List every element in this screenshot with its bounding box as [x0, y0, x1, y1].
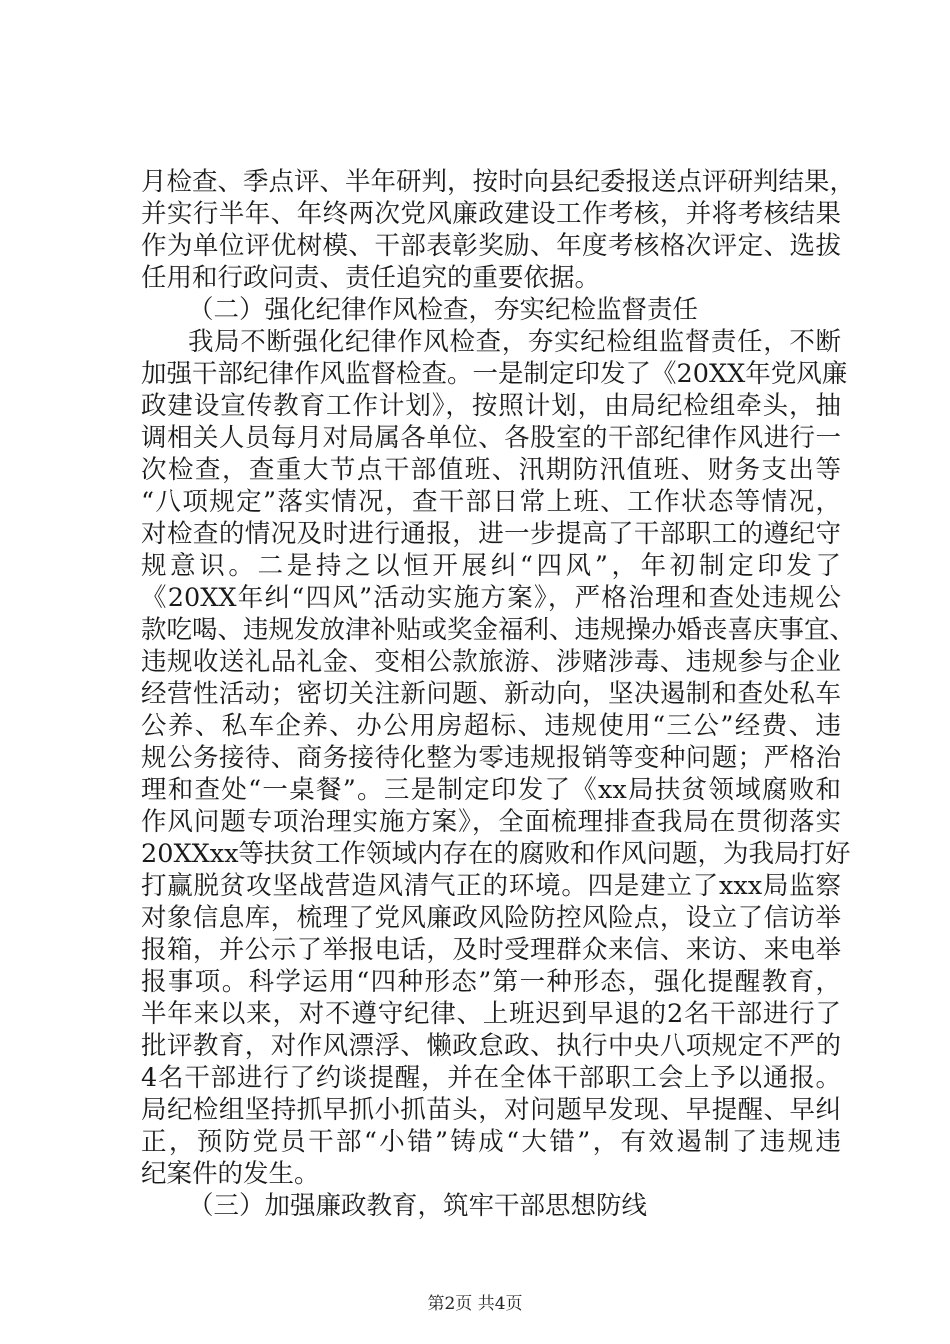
paragraph-line: 作为单位评优树模、干部表彰奖励、年度考核格次评定、选拔: [141, 231, 841, 261]
paragraph-line: 正，预防党员干部“小错”铸成“大错”，有效遏制了违规违: [141, 1127, 841, 1157]
paragraph-line: 政建设宣传教育工作计划》，按照计划，由局纪检组牵头，抽: [141, 391, 841, 421]
paragraph-line: 对象信息库，梳理了党风廉政风险防控风险点，设立了信访举: [141, 903, 841, 933]
section-heading: （二）强化纪律作风检查，夯实纪检监督责任: [188, 295, 699, 325]
paragraph-line: 《20XX年纠“四风”活动实施方案》，严格治理和查处违规公: [141, 583, 841, 613]
paragraph-line: 规意识。二是持之以恒开展纠“四风”，年初制定印发了: [141, 551, 841, 581]
paragraph-line: 款吃喝、违规发放津补贴或奖金福利、违规操办婚丧喜庆事宜、: [141, 615, 856, 645]
paragraph-line: 并实行半年、年终两次党风廉政建设工作考核，并将考核结果: [141, 199, 841, 229]
paragraph-line: 月检查、季点评、半年研判，按时向县纪委报送点评研判结果，: [141, 167, 856, 197]
paragraph-line: 报箱，并公示了举报电话，及时受理群众来信、来访、来电举: [141, 935, 841, 965]
paragraph-line: 批评教育，对作风漂浮、懒政怠政、执行中央八项规定不严的: [141, 1031, 841, 1061]
paragraph-line: 加强干部纪律作风监督检查。一是制定印发了《20XX年党风廉: [141, 359, 848, 389]
paragraph-line: 4名干部进行了约谈提醒，并在全体干部职工会上予以通报。: [141, 1063, 841, 1093]
paragraph-line: 打赢脱贫攻坚战营造风清气正的环境。四是建立了xxx局监察: [141, 871, 841, 901]
paragraph-line: 纪案件的发生。: [141, 1159, 320, 1189]
paragraph-line: 公养、私车企养、办公用房超标、违规使用“三公”经费、违: [141, 711, 841, 741]
paragraph-line: 调相关人员每月对局属各单位、各股室的干部纪律作风进行一: [141, 423, 841, 453]
paragraph-line: 作风问题专项治理实施方案》，全面梳理排查我局在贯彻落实: [141, 807, 841, 837]
paragraph-line: 对检查的情况及时进行通报，进一步提高了干部职工的遵纪守: [141, 519, 841, 549]
paragraph-line: 20XXxx等扶贫工作领域内存在的腐败和作风问题，为我局打好: [141, 839, 851, 869]
paragraph-line: 理和查处“一桌餐”。三是制定印发了《xx局扶贫领域腐败和: [141, 775, 841, 805]
paragraph-line: 违规收送礼品礼金、变相公款旅游、涉赌涉毒、违规参与企业: [141, 647, 841, 677]
document-body: [141, 166, 856, 1222]
section-heading: （三）加强廉政教育，筑牢干部思想防线: [188, 1191, 648, 1221]
paragraph-line: “八项规定”落实情况，查干部日常上班、工作状态等情况，: [141, 487, 841, 517]
page-footer: 第2页 共4页: [427, 1294, 523, 1314]
paragraph-line: 局纪检组坚持抓早抓小抓苗头，对问题早发现、早提醒、早纠: [141, 1095, 841, 1125]
paragraph-line: 我局不断强化纪律作风检查，夯实纪检组监督责任，不断: [188, 327, 841, 357]
paragraph-line: 报事项。科学运用“四种形态”第一种形态，强化提醒教育，: [141, 967, 841, 997]
paragraph-line: 任用和行政问责、责任追究的重要依据。: [141, 263, 601, 293]
paragraph-line: 规公务接待、商务接待化整为零违规报销等变种问题；严格治: [141, 743, 841, 773]
paragraph-line: 半年来以来，对不遵守纪律、上班迟到早退的2名干部进行了: [141, 999, 841, 1029]
paragraph-line: 次检查，查重大节点干部值班、汛期防汛值班、财务支出等: [141, 455, 841, 485]
paragraph-line: 经营性活动；密切关注新问题、新动向，坚决遏制和查处私车: [141, 679, 841, 709]
